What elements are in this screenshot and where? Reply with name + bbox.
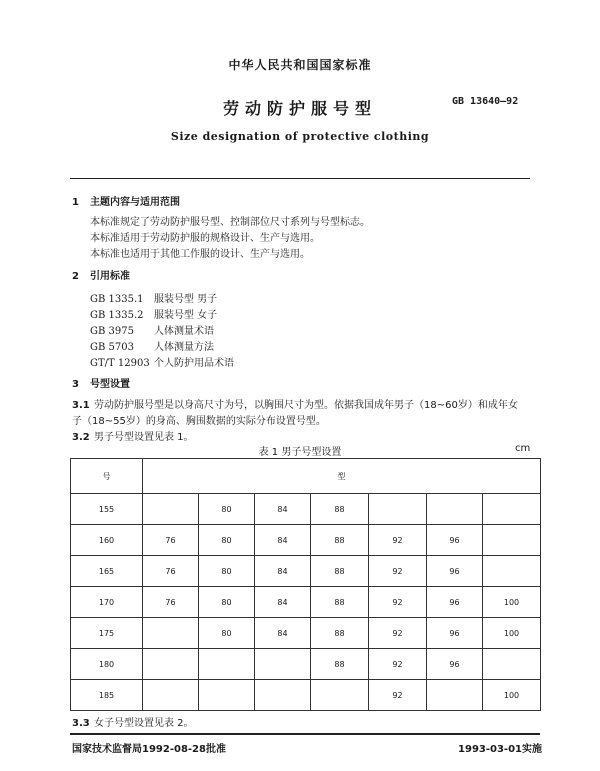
clause-text: 劳动防护服号型是以身高尺寸为号，以胸围尺寸为型。依据我国成年男子（18~60岁）和成年女 <box>94 400 518 411</box>
chest-cell <box>143 649 199 680</box>
height-cell: 185 <box>71 680 143 711</box>
reference-name: 个人防护用品术语 <box>154 358 234 369</box>
chest-cell: 84 <box>255 556 311 587</box>
chest-cell: 100 <box>483 680 541 711</box>
paragraph-3-2 <box>72 428 194 443</box>
chest-cell <box>143 680 199 711</box>
chest-cell <box>369 494 427 525</box>
table-row <box>71 556 541 587</box>
chest-cell: 88 <box>311 649 369 680</box>
chest-cell: 92 <box>369 649 427 680</box>
chest-cell <box>483 494 541 525</box>
paragraph-3-1 <box>72 396 518 411</box>
chest-cell: 84 <box>255 494 311 525</box>
chest-cell <box>143 618 199 649</box>
height-cell: 160 <box>71 525 143 556</box>
reference-code: GT/T 12903 <box>90 358 150 369</box>
chest-cell: 96 <box>427 556 483 587</box>
reference-name: 服装号型 男子 <box>154 294 218 305</box>
chest-cell: 92 <box>369 618 427 649</box>
footer-divider <box>70 733 540 735</box>
paragraph-3-3 <box>72 714 194 729</box>
section-1-line: 本标准也适用于其他工作服的设计、生产与选用。 <box>90 249 310 260</box>
chest-cell <box>199 680 255 711</box>
chest-cell <box>427 680 483 711</box>
chest-cell <box>255 680 311 711</box>
table-caption: 表 1 男子号型设置 <box>258 447 342 458</box>
standard-code: GB 13640—92 <box>452 96 519 107</box>
section-number: 3 <box>72 379 79 390</box>
section-number: 2 <box>72 271 79 282</box>
chest-cell: 88 <box>311 587 369 618</box>
table-row <box>71 525 541 556</box>
chest-cell: 80 <box>199 525 255 556</box>
chest-cell: 100 <box>483 618 541 649</box>
clause-number: 3.1 <box>72 400 90 411</box>
reference-code: GB 1335.1 <box>90 294 144 305</box>
table-row <box>71 680 541 711</box>
chest-cell: 80 <box>199 556 255 587</box>
section-1-line: 本标准适用于劳动防护服的规格设计、生产与选用。 <box>90 233 320 244</box>
chest-cell: 92 <box>369 556 427 587</box>
chest-cell <box>483 556 541 587</box>
approval-date: 国家技术监督局1992-08-28批准 <box>72 744 226 755</box>
chest-cell: 88 <box>311 556 369 587</box>
chest-cell: 96 <box>427 649 483 680</box>
chest-cell: 88 <box>311 618 369 649</box>
height-cell: 175 <box>71 618 143 649</box>
section-number: 1 <box>72 197 79 208</box>
height-cell: 165 <box>71 556 143 587</box>
chest-cell: 92 <box>369 587 427 618</box>
height-cell: 155 <box>71 494 143 525</box>
chest-cell: 92 <box>369 525 427 556</box>
section-title: 号型设置 <box>90 379 130 390</box>
section-1-heading <box>72 193 180 208</box>
section-title: 主题内容与适用范围 <box>90 197 180 208</box>
height-cell: 180 <box>71 649 143 680</box>
chest-cell: 84 <box>255 587 311 618</box>
effective-date: 1993-03-01实施 <box>458 744 542 755</box>
reference-code: GB 5703 <box>90 342 134 353</box>
table-row <box>71 494 541 525</box>
chest-cell: 96 <box>427 525 483 556</box>
chest-cell: 80 <box>199 494 255 525</box>
clause-text: 男子号型设置见表 1。 <box>94 432 194 443</box>
document-title: 劳动防护服号型 <box>222 99 377 118</box>
section-2-heading <box>72 267 130 282</box>
chest-cell: 80 <box>199 587 255 618</box>
reference-code: GB 3975 <box>90 326 134 337</box>
chest-cell: 80 <box>199 618 255 649</box>
english-title: Size designation of protective clothing <box>170 130 430 143</box>
chest-cell <box>311 680 369 711</box>
chest-cell: 96 <box>427 618 483 649</box>
table-unit: cm <box>515 443 531 454</box>
reference-item <box>90 338 214 353</box>
reference-item <box>90 354 234 369</box>
table-row <box>71 587 541 618</box>
section-1-line: 本标准规定了劳动防护服号型、控制部位尺寸系列与号型标志。 <box>90 217 370 228</box>
chest-cell: 76 <box>143 556 199 587</box>
clause-number: 3.2 <box>72 432 90 443</box>
chest-cell: 100 <box>483 587 541 618</box>
reference-code: GB 1335.2 <box>90 310 144 321</box>
chest-cell <box>427 494 483 525</box>
header-hao: 号 <box>71 459 143 494</box>
reference-item <box>90 290 217 305</box>
reference-item <box>90 306 217 321</box>
chest-cell <box>143 494 199 525</box>
chest-cell: 88 <box>311 525 369 556</box>
chest-cell: 76 <box>143 587 199 618</box>
clause-text: 女子号型设置见表 2。 <box>94 718 194 729</box>
clause-number: 3.3 <box>72 718 90 729</box>
table-row <box>71 618 541 649</box>
chest-cell <box>255 649 311 680</box>
header-xing: 型 <box>143 459 541 494</box>
header-divider <box>70 178 530 179</box>
male-size-table <box>70 458 541 711</box>
chest-cell <box>199 649 255 680</box>
chest-cell <box>483 525 541 556</box>
reference-name: 人体测量术语 <box>154 326 214 337</box>
national-standard-label: 中华人民共和国国家标准 <box>228 58 372 72</box>
chest-cell <box>483 649 541 680</box>
reference-name: 人体测量方法 <box>154 342 214 353</box>
paragraph-3-1-continued: 子（18~55岁）的身高、胸围数据的实际分布设置号型。 <box>72 416 326 427</box>
chest-cell: 92 <box>369 680 427 711</box>
chest-cell: 84 <box>255 618 311 649</box>
section-title: 引用标准 <box>90 271 130 282</box>
reference-name: 服装号型 女子 <box>154 310 218 321</box>
chest-cell: 96 <box>427 587 483 618</box>
section-3-heading <box>72 375 130 390</box>
table-row <box>71 649 541 680</box>
height-cell: 170 <box>71 587 143 618</box>
chest-cell: 84 <box>255 525 311 556</box>
table-header-row <box>71 459 541 494</box>
chest-cell: 88 <box>311 494 369 525</box>
reference-item <box>90 322 214 337</box>
chest-cell: 76 <box>143 525 199 556</box>
